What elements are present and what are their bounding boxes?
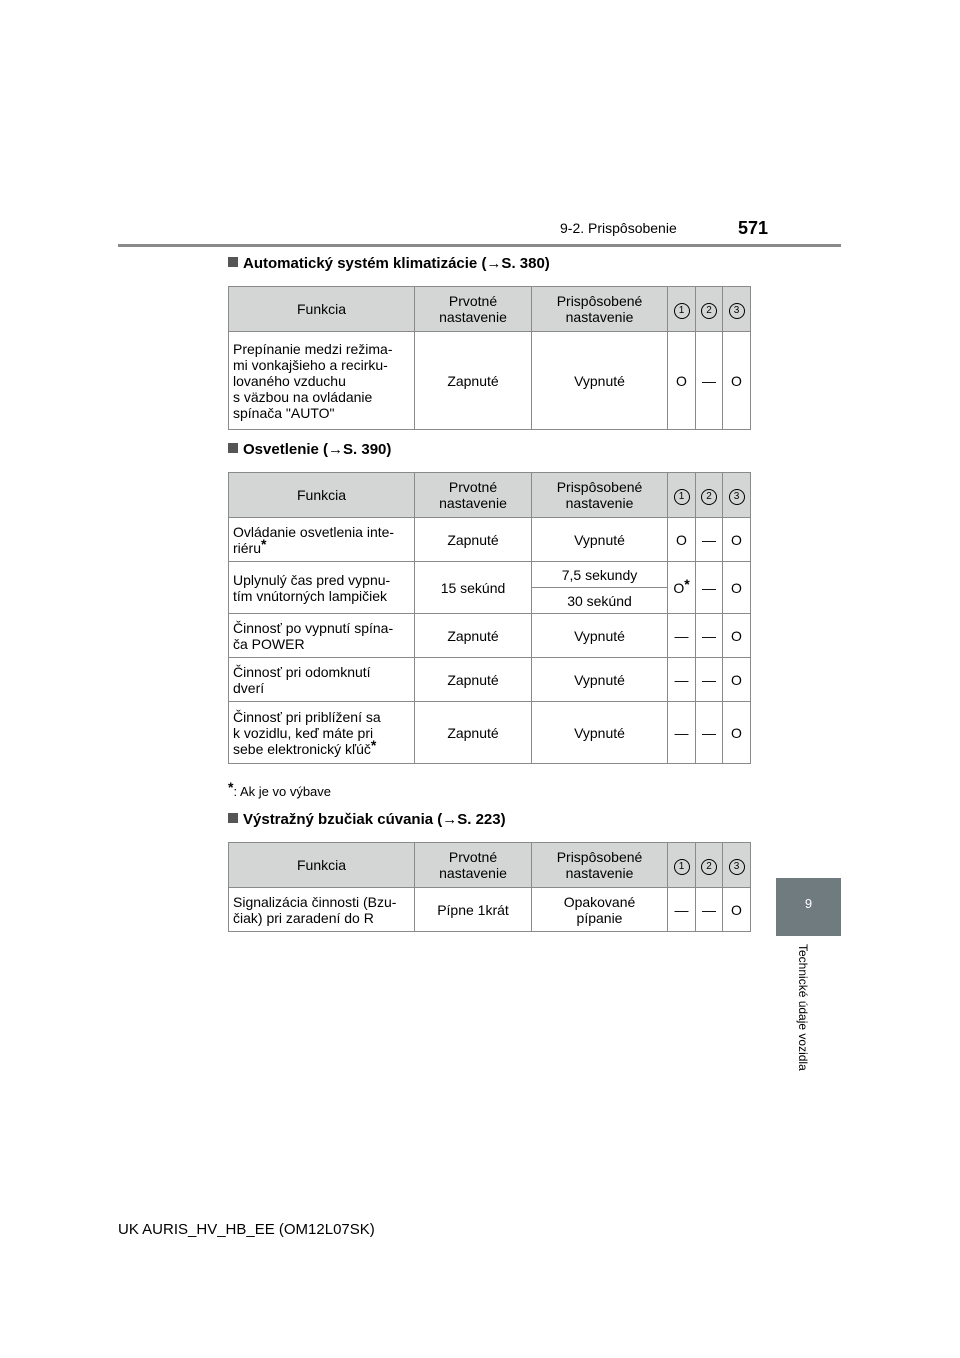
c1-cell: O	[668, 332, 696, 430]
table-row	[229, 332, 751, 430]
default-cell: Zapnuté	[415, 518, 532, 562]
circled-1-icon: 1	[674, 303, 690, 319]
c1-cell: —	[668, 702, 696, 764]
c3-cell: O	[723, 518, 751, 562]
section-heading-climate	[228, 255, 550, 272]
function-text: Činnosť pri priblížení sa k vozidlu, keď máte pri sebe elektronický kľúč	[233, 708, 381, 757]
col-header-1	[668, 843, 696, 888]
function-cell: Činnosť pri odomknutí dverí	[229, 658, 415, 702]
reverse-buzzer-table	[228, 842, 751, 932]
chapter-tab	[776, 878, 841, 936]
c1-cell	[668, 562, 696, 614]
function-text: Ovládanie osvetlenia inte- riéru	[233, 523, 395, 556]
table-row	[229, 658, 751, 702]
table-row	[229, 614, 751, 658]
c1-text: O	[673, 579, 685, 596]
c3-cell: O	[723, 888, 751, 932]
default-cell: Zapnuté	[415, 658, 532, 702]
table-header-row	[229, 287, 751, 332]
table-row	[229, 518, 751, 562]
col-header-3	[723, 287, 751, 332]
col-header-2	[696, 843, 723, 888]
function-cell: Činnosť po vypnutí spína- ča POWER	[229, 614, 415, 658]
custom-cell-alt: 30 sekúnd	[532, 588, 668, 614]
square-bullet-icon	[228, 257, 238, 267]
square-bullet-icon	[228, 443, 238, 453]
col-header-3	[723, 843, 751, 888]
c2-cell: —	[696, 702, 723, 764]
table-header-row	[229, 473, 751, 518]
circled-1-icon: 1	[674, 859, 690, 875]
col-header-function: Funkcia	[229, 473, 415, 518]
c1-cell: O	[668, 518, 696, 562]
col-header-default: Prvotné nastavenie	[415, 473, 532, 518]
col-header-2	[696, 287, 723, 332]
default-cell: Pípne 1krát	[415, 888, 532, 932]
function-cell: Prepínanie medzi režima- mi vonkajšieho a recirku- lovaného vzduchu s väzbou na ovládanie spínača "AUTO"	[229, 332, 415, 430]
c2-cell: —	[696, 562, 723, 614]
section-title: 9-2. Prispôsobenie	[560, 220, 677, 236]
custom-cell: Vypnuté	[532, 702, 668, 764]
col-header-1	[668, 473, 696, 518]
col-header-custom: Prispôsobené nastavenie	[532, 473, 668, 518]
custom-cell: Opakované pípanie	[532, 888, 668, 932]
circled-2-icon: 2	[701, 489, 717, 505]
heading-text: Osvetlenie (→S. 390)	[243, 441, 392, 458]
c3-cell: O	[723, 702, 751, 764]
climate-table	[228, 286, 751, 430]
table-header-row	[229, 843, 751, 888]
heading-text: Automatický systém klimatizácie (→S. 380)	[243, 255, 550, 272]
col-header-default: Prvotné nastavenie	[415, 843, 532, 888]
default-cell: Zapnuté	[415, 702, 532, 764]
col-header-1	[668, 287, 696, 332]
table-row	[229, 702, 751, 764]
default-cell: Zapnuté	[415, 614, 532, 658]
c3-cell: O	[723, 614, 751, 658]
col-header-default: Prvotné nastavenie	[415, 287, 532, 332]
col-header-function: Funkcia	[229, 287, 415, 332]
col-header-2	[696, 473, 723, 518]
c1-cell: —	[668, 888, 696, 932]
c2-cell: —	[696, 332, 723, 430]
footnote-asterisk: *	[261, 535, 267, 552]
function-cell	[229, 518, 415, 562]
circled-1-icon: 1	[674, 489, 690, 505]
c2-cell: —	[696, 658, 723, 702]
circled-3-icon: 3	[729, 303, 745, 319]
circled-2-icon: 2	[701, 303, 717, 319]
custom-cell: Vypnuté	[532, 658, 668, 702]
heading-text: Výstražný bzučiak cúvania (→S. 223)	[243, 811, 506, 828]
circled-3-icon: 3	[729, 859, 745, 875]
c2-cell: —	[696, 614, 723, 658]
document-code: UK AURIS_HV_HB_EE (OM12L07SK)	[118, 1221, 375, 1238]
table-row	[229, 888, 751, 932]
footnote-asterisk: *	[370, 736, 377, 753]
footnote-asterisk: *	[684, 575, 690, 592]
page-number: 571	[738, 218, 769, 238]
function-cell	[229, 702, 415, 764]
circled-3-icon: 3	[729, 489, 745, 505]
c2-cell: —	[696, 518, 723, 562]
function-cell: Signalizácia činnosti (Bzu- čiak) pri zaradení do R	[229, 888, 415, 932]
lighting-table	[228, 472, 751, 764]
chapter-number: 9	[804, 896, 813, 911]
col-header-custom: Prispôsobené nastavenie	[532, 287, 668, 332]
header-divider	[118, 244, 841, 247]
footnote-asterisk: *	[228, 779, 234, 795]
function-cell: Uplynulý čas pred vypnu- tím vnútorných lampičiek	[229, 562, 415, 614]
custom-cell: Vypnuté	[532, 332, 668, 430]
custom-cell: Vypnuté	[532, 518, 668, 562]
circled-2-icon: 2	[701, 859, 717, 875]
footnote-text: : Ak je vo výbave	[233, 784, 332, 799]
c1-cell: —	[668, 658, 696, 702]
chapter-label: Technické údaje vozidla	[796, 944, 810, 1071]
default-cell: 15 sekúnd	[415, 562, 532, 614]
c2-cell: —	[696, 888, 723, 932]
section-heading-lighting	[228, 441, 391, 458]
custom-cell: Vypnuté	[532, 614, 668, 658]
table-row	[229, 562, 751, 588]
c1-cell: —	[668, 614, 696, 658]
col-header-function: Funkcia	[229, 843, 415, 888]
c3-cell: O	[723, 562, 751, 614]
col-header-3	[723, 473, 751, 518]
c3-cell: O	[723, 658, 751, 702]
footnote	[228, 779, 332, 799]
custom-cell: 7,5 sekundy	[532, 562, 668, 588]
default-cell: Zapnuté	[415, 332, 532, 430]
square-bullet-icon	[228, 813, 238, 823]
section-heading-reverse-buzzer	[228, 811, 506, 828]
col-header-custom: Prispôsobené nastavenie	[532, 843, 668, 888]
c3-cell: O	[723, 332, 751, 430]
